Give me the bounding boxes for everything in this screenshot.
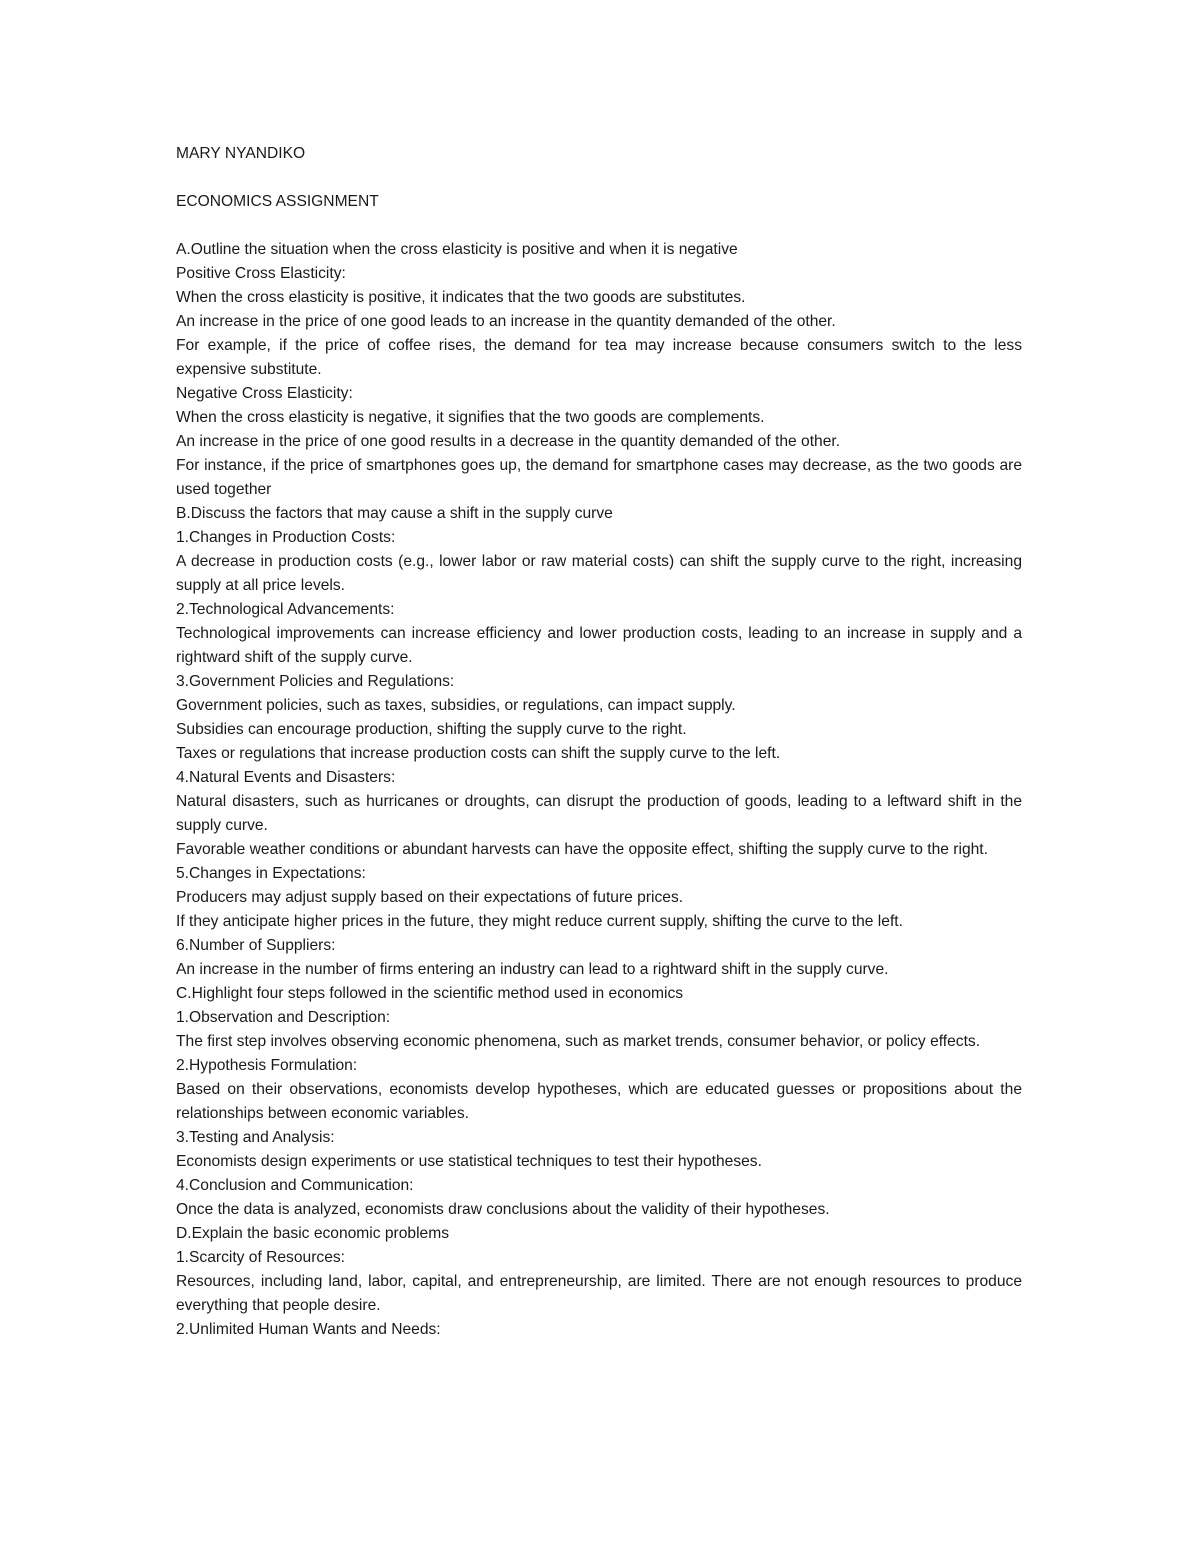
subheading: 2.Hypothesis Formulation: xyxy=(176,1057,358,1074)
document-title: ECONOMICS ASSIGNMENT xyxy=(176,193,379,210)
document-body xyxy=(176,142,1022,1342)
blank-line xyxy=(176,214,1022,238)
paragraph: Resources, including land, labor, capital, and entrepreneurship, are limited. There are not enough resources to produce everything that people desire. xyxy=(176,1273,1022,1314)
paragraph: When the cross elasticity is negative, it signifies that the two goods are complements. xyxy=(176,409,765,426)
blank-line xyxy=(176,166,1022,190)
paragraph: An increase in the price of one good results in a decrease in the quantity demanded of the other. xyxy=(176,433,841,450)
paragraph: Government policies, such as taxes, subsidies, or regulations, can impact supply. xyxy=(176,697,736,714)
subheading: 1.Scarcity of Resources: xyxy=(176,1249,345,1266)
subheading: 5.Changes in Expectations: xyxy=(176,865,366,882)
paragraph: An increase in the number of firms entering an industry can lead to a rightward shift in the supply curve. xyxy=(176,961,889,978)
subheading: 4.Conclusion and Communication: xyxy=(176,1177,414,1194)
subheading: 1.Changes in Production Costs: xyxy=(176,529,396,546)
paragraph: Favorable weather conditions or abundant harvests can have the opposite effect, shifting the supply curve to the right. xyxy=(176,841,988,858)
section-d-heading: D.Explain the basic economic problems xyxy=(176,1225,450,1242)
author-name: MARY NYANDIKO xyxy=(176,145,306,162)
paragraph: Technological improvements can increase efficiency and lower production costs, leading to an increase in supply and a rightward shift of the supply curve. xyxy=(176,625,1022,666)
section-a-heading: A.Outline the situation when the cross elasticity is positive and when it is negative xyxy=(176,241,738,258)
paragraph: If they anticipate higher prices in the future, they might reduce current supply, shifting the curve to the left. xyxy=(176,913,903,930)
paragraph: Producers may adjust supply based on their expectations of future prices. xyxy=(176,889,684,906)
paragraph: Natural disasters, such as hurricanes or droughts, can disrupt the production of goods, leading to a leftward shift in the supply curve. xyxy=(176,793,1022,834)
paragraph: Based on their observations, economists develop hypotheses, which are educated guesses or propositions about the relationships between economic variables. xyxy=(176,1081,1022,1122)
subheading: 2.Unlimited Human Wants and Needs: xyxy=(176,1321,441,1338)
subheading: 4.Natural Events and Disasters: xyxy=(176,769,396,786)
paragraph: The first step involves observing economic phenomena, such as market trends, consumer behavior, or policy effects. xyxy=(176,1033,981,1050)
paragraph: An increase in the price of one good leads to an increase in the quantity demanded of the other. xyxy=(176,313,836,330)
subheading: 3.Testing and Analysis: xyxy=(176,1129,335,1146)
section-b-heading: B.Discuss the factors that may cause a shift in the supply curve xyxy=(176,505,613,522)
paragraph: Once the data is analyzed, economists draw conclusions about the validity of their hypotheses. xyxy=(176,1201,830,1218)
subheading: Negative Cross Elasticity: xyxy=(176,385,353,402)
section-c-heading: C.Highlight four steps followed in the scientific method used in economics xyxy=(176,985,684,1002)
paragraph: For example, if the price of coffee rises, the demand for tea may increase because consumers switch to the less expensive substitute. xyxy=(176,337,1022,378)
subheading: 1.Observation and Description: xyxy=(176,1009,391,1026)
subheading: 3.Government Policies and Regulations: xyxy=(176,673,455,690)
paragraph: Taxes or regulations that increase production costs can shift the supply curve to the left. xyxy=(176,745,781,762)
paragraph: For instance, if the price of smartphones goes up, the demand for smartphone cases may decrease, as the two goods are used together xyxy=(176,457,1022,498)
paragraph: Subsidies can encourage production, shifting the supply curve to the right. xyxy=(176,721,687,738)
subheading: 6.Number of Suppliers: xyxy=(176,937,336,954)
paragraph: Economists design experiments or use statistical techniques to test their hypotheses. xyxy=(176,1153,762,1170)
subheading: 2.Technological Advancements: xyxy=(176,601,395,618)
paragraph: When the cross elasticity is positive, it indicates that the two goods are substitutes. xyxy=(176,289,746,306)
paragraph: A decrease in production costs (e.g., lower labor or raw material costs) can shift the supply curve to the right, increasing supply at all price levels. xyxy=(176,553,1022,594)
subheading: Positive Cross Elasticity: xyxy=(176,265,346,282)
